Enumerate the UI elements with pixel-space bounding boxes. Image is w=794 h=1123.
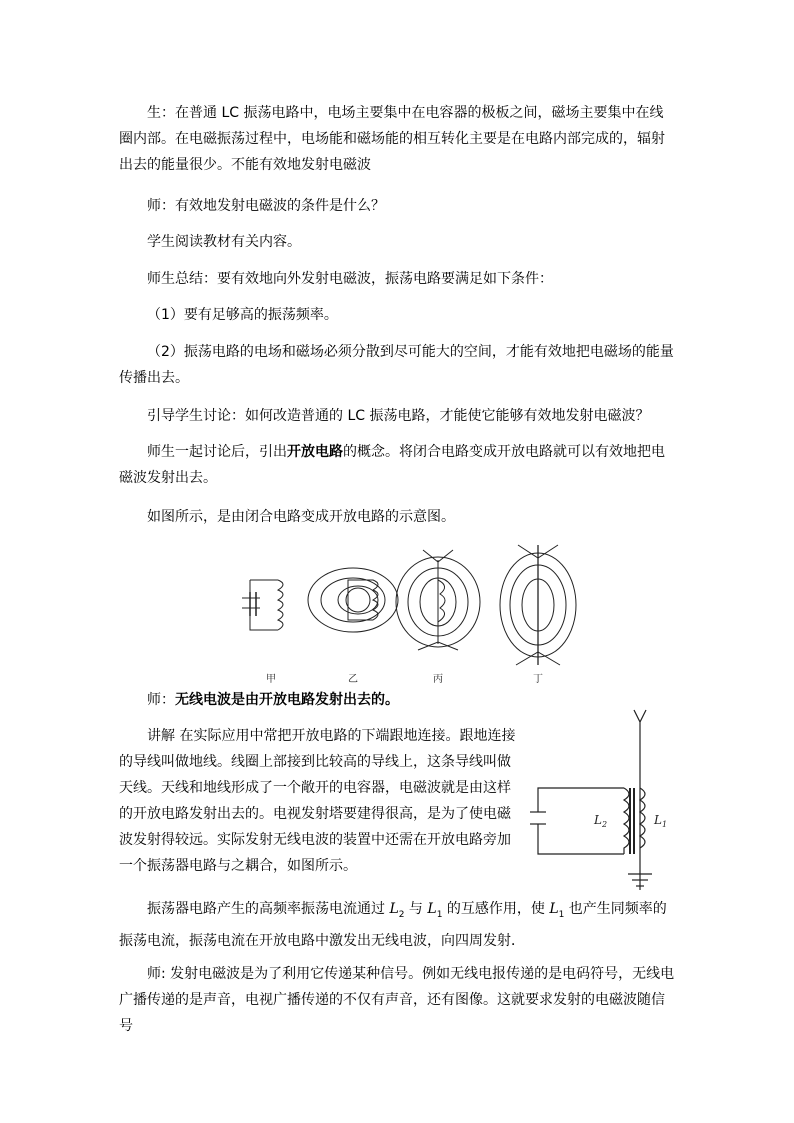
paragraph-5: （1）要有足够高的振荡频率。 bbox=[147, 307, 338, 323]
paragraph-3: 学生阅读教材有关内容。 bbox=[147, 234, 301, 250]
label-bing: 丙 bbox=[433, 674, 443, 685]
label-yi: 乙 bbox=[348, 674, 358, 685]
label-jia: 甲 bbox=[266, 674, 276, 685]
figure-ding bbox=[500, 545, 576, 665]
paragraph-4: 师生总结：要有效地向外发射电磁波，振荡电路要满足如下条件： bbox=[147, 271, 553, 287]
oscillator-coupling-figure bbox=[530, 708, 670, 890]
paragraph-8: 师生一起讨论后，引出开放电路的概念。将闭合电路变成开放电路就可以有效地把电磁波发射出去。 bbox=[119, 444, 665, 486]
label-l2: $L_2$ bbox=[594, 813, 608, 829]
paragraph-2: 师：有效地发射电磁波的条件是什么？ bbox=[147, 198, 385, 214]
paragraph-10: 师：无线电波是由开放电路发射出去的。 bbox=[147, 692, 399, 708]
paragraph-6: （2）振荡电路的电场和磁场必须分散到尽可能大的空间，才能有效地把电磁场的能量传播出去。 bbox=[119, 344, 674, 386]
paragraph-1: 生：在普通 LC 振荡电路中，电场主要集中在电容器的极板之间，磁场主要集中在线圈内部。在电磁振荡过程中，电场能和磁场能的相互转化主要是在电路内部完成的，辐射出去的能量很少。不能有效地发射电磁波 bbox=[119, 105, 665, 173]
open-circuit-figure bbox=[228, 540, 598, 690]
figure-bing bbox=[396, 550, 480, 650]
paragraph-11: 讲解 在实际应用中常把开放电路的下端跟地连接。跟地连接的导线叫做地线。线圈上部接到比较高的导线上，这条导线叫做天线。天线和地线形成了一个敞开的电容器，电磁波就是由这样的开放电路发射出去的。电视发射塔要建得很高，是为了使电磁波发射得较远。实际发射无线电波的装置中还需在开放电路旁加一个振荡器电路与之耦合，如图所示。 bbox=[119, 728, 516, 874]
coil-l1 bbox=[640, 788, 645, 848]
coil-l2 bbox=[624, 788, 629, 854]
paragraph-13: 师: 发射电磁波是为了利用它传递某种信号。例如无线电报传递的是电码符号，无线电广播传递的是声音，电视广播传递的不仅有声音，还有图像。这就要求发射的电磁波随信号 bbox=[119, 966, 675, 1034]
radio-wave-statement: 无线电波是由开放电路发射出去的。 bbox=[175, 692, 399, 708]
paragraph-12: 振荡器电路产生的高频率振荡电流通过 $L_2$ 与 $L_1$ 的互感作用，使 $L_1$ 也产生同频率的振荡电流，振荡电流在开放电路中激发出无线电波，向四周发射． bbox=[119, 901, 667, 949]
paragraph-9: 如图所示，是由闭合电路变成开放电路的示意图。 bbox=[147, 509, 455, 525]
paragraph-7: 引导学生讨论：如何改造普通的 LC 振荡电路，才能使它能够有效地发射电磁波？ bbox=[147, 408, 650, 424]
open-circuit-term: 开放电路 bbox=[287, 444, 343, 460]
label-l1: $L_1$ bbox=[654, 813, 668, 829]
figure-yi bbox=[308, 568, 398, 632]
oscillator-loop bbox=[538, 788, 624, 854]
label-ding: 丁 bbox=[533, 674, 543, 685]
figure-jia bbox=[242, 580, 283, 630]
